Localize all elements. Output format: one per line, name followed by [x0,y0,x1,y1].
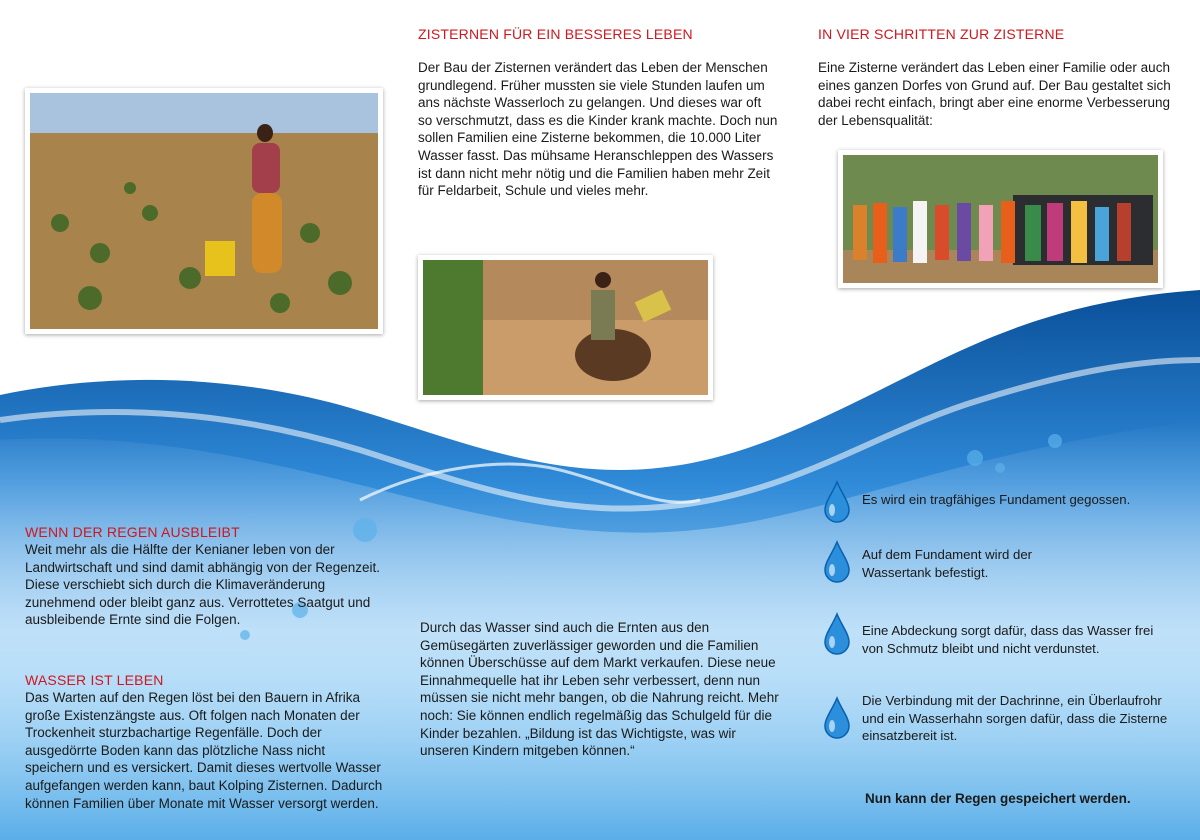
photo-woman-field [25,88,383,334]
water-drop-icon [820,612,854,656]
heading-vier-schritte: IN VIER SCHRITTEN ZUR ZISTERNE [818,26,1065,42]
left-section-regen [25,524,385,629]
middle-lower-text: Durch das Wasser sind auch die Ernten aus den Gemüsegärten zuverlässiger geworden und die Familien können Überschüsse auf dem Markt verkaufen. Diese neue Einnahmequelle hat ihr Leben sehr verbessert, denn nun müssen sie nicht mehr bangen, ob die Nahrung reicht. Mehr noch: Sie können endlich regelmäßig das Schulgeld für die Kinder bezahlen. „Bildung ist das Wichtigste, was wir unseren Kindern mitgeben können.“ [420,620,779,759]
closing-statement: Nun kann der Regen gespeichert werden. [865,791,1131,806]
step-1-text: Es wird ein tragfähiges Fundament gegossen. [862,492,1131,507]
photo-water-hole [418,255,713,400]
left-body-text-1: Weit mehr als die Hälfte der Kenianer leben von der Landwirtschaft und sind damit abhängig von der Regenzeit. Diese verschiebt sich durch die Klimaveränderung zunehmend oder bleibt ganz aus. Verrottetes Saatgut und ausbleibende Ernte sind die Folgen. [25,542,380,628]
water-drop-icon [820,696,854,740]
photo-group-people [838,150,1163,288]
step-3-text: Eine Abdeckung sorgt dafür, dass das Wasser frei von Schmutz bleibt und nicht verdunstet. [862,623,1154,656]
heading-wasser-ist-leben: WASSER IST LEBEN [25,672,164,688]
water-drop-icon [820,540,854,584]
heading-regen-bleibt-aus: WENN DER REGEN AUSBLEIBT [25,524,240,540]
step-2-text: Auf dem Fundament wird der Wassertank befestigt. [862,547,1033,580]
left-section-wasser [25,672,385,812]
right-top-section [818,26,1178,129]
right-intro-text: Eine Zisterne verändert das Leben einer Familie oder auch eines ganzen Dorfes von Grund auf. Der Bau gestaltet sich dabei recht einfach, bringt aber eine enorme Verbesserung der Lebensqualität: [818,60,1171,128]
water-drop-icon [820,480,854,524]
middle-body-text: Der Bau der Zisternen verändert das Leben der Menschen grundlegend. Früher mussten sie viele Stunden laufen um ans nächste Wasserloch zu gelangen. Und dieses war oft so verschmutzt, dass es die Kinder krank machte. Doch nun sollen Familien eine Zisterne bekommen, die 10.000 Liter Wasser fasst. Das mühsame Heranschleppen des Wassers ist dann nicht mehr nötig und die Familien haben mehr Zeit für Feldarbeit, Schule und vieles mehr. [418,60,778,199]
heading-zisternen: ZISTERNEN FÜR EIN BESSERES LEBEN [418,26,693,42]
middle-top-section [418,26,778,200]
middle-lower-section [420,619,785,760]
left-body-text-2: Das Warten auf den Regen löst bei den Bauern in Afrika große Existenzängste aus. Oft folgen nach Monaten der Trockenheit sturzbachartige Regenfälle. Doch der ausgedörrte Boden kann das plötzliche Nass nicht speichern und es versickert. Damit dieses wertvolle Wasser aufgefangen werden kann, baut Kolping Zisternen. Dadurch können Familien über Monate mit Wasser versorgt werden. [25,690,383,811]
step-4-text: Die Verbindung mit der Dachrinne, ein Überlaufrohr und ein Wasserhahn sorgen dafür, dass die Zisterne einsatzbereit ist. [862,693,1168,743]
